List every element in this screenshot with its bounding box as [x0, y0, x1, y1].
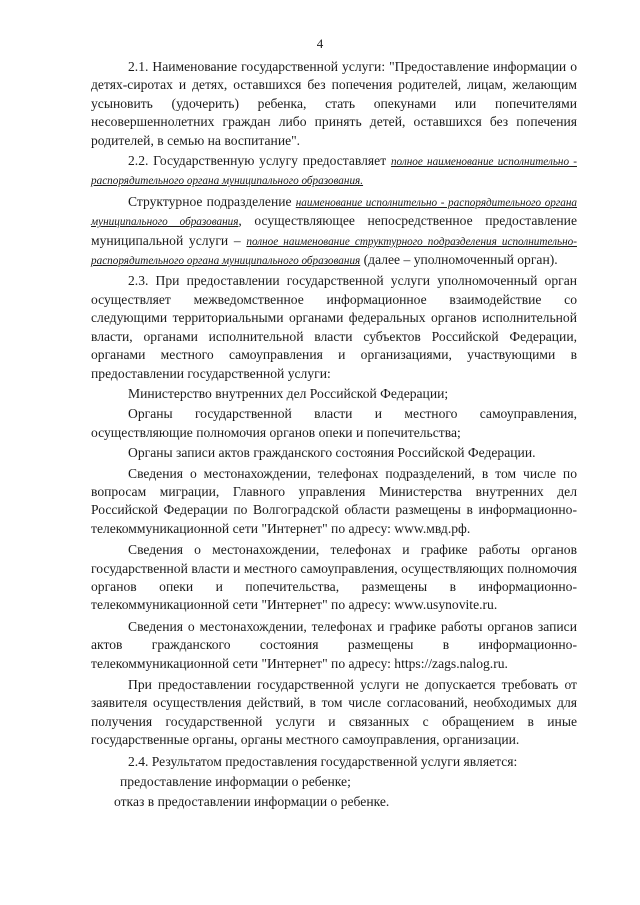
provider-text: 2.2. Государственную услугу предоставляет	[128, 153, 391, 169]
paragraph-prohibition: При предоставлении государственной услуги не допускается требовать от заявителя осуществления действий, в том числе согласований, необходимых для получения государственной услуги и связанных с обращением в иные государственные органы, органы местного самоуправления, организации.	[91, 677, 577, 748]
paragraph-result: 2.4. Результатом предоставления государственной услуги является:	[128, 753, 518, 769]
paragraph-structural-unit	[91, 193, 577, 271]
list-item-registry: Органы записи актов гражданского состояния Российской Федерации.	[128, 445, 536, 461]
paragraph-service-name: 2.1. Наименование государственной услуги: "Предоставление информации о детях-сиротах и детях, оставшихся без попечения родителей, лицам, желающим усыновить (удочерить) ребенка, стать опекунами или попечителями несовершеннолетних граждан либо принять детей, оставшихся без попечения родителей, в семью на воспитание".	[91, 59, 577, 148]
paragraph-usynovite-info: Сведения о местонахождении, телефонах и графике работы органов государственной власти и местного самоуправления, осуществляющих полномочия органов опеки и попечительства, размещены в информационно-телекоммуникационной сети "Интернет" по адресу: www.usynovite.ru.	[91, 542, 577, 613]
list-item-result-provide: предоставление информации о ребенке;	[120, 774, 351, 790]
document-body	[91, 58, 577, 814]
list-item-result-refuse: отказ в предоставлении информации о ребенке.	[114, 794, 390, 810]
provider-placeholder: полное наименование исполнительно - распорядительного органа муниципального образования.	[91, 156, 577, 188]
structural-unit-placeholder-2: полное наименование структурного подразделения исполнительно-распорядительного органа муниципального образования	[91, 235, 577, 268]
structural-unit-placeholder-1: наименование исполнительно - распорядительного органа муниципального образования	[91, 196, 577, 229]
list-item-guardianship: Органы государственной власти и местного самоуправления, осуществляющие полномочия органов опеки и попечительства;	[91, 406, 577, 440]
structural-unit-text-1: Структурное подразделение	[128, 193, 296, 209]
page-number: 4	[316, 36, 324, 51]
paragraph-mvd-info: Сведения о местонахождении, телефонах подразделений, в том числе по вопросам миграции, Главного управления Министерства внутренних дел Российской Федерации по Волгоградской области размещены в информационно-телекоммуникационной сети "Интернет" по адресу: www.мвд.рф.	[91, 465, 577, 536]
paragraph-interaction: 2.3. При предоставлении государственной услуги уполномоченный орган осуществляет межведомственное информационное взаимодействие со следующими территориальными органами федеральных органов исполнительной власти, органами исполнительной власти субъектов Российской Федерации, органами местного самоуправления и организациями, участвующими в предоставлении государственной услуги:	[91, 273, 577, 381]
list-item-ministry: Министерство внутренних дел Российской Федерации;	[128, 385, 449, 401]
structural-unit-text-3: (далее – уполномоченный орган).	[360, 252, 558, 268]
paragraph-service-provider	[91, 152, 577, 191]
paragraph-zags-info: Сведения о местонахождении, телефонах и графике работы органов записи актов гражданского состояния размещены в информационно-телекоммуникационной сети "Интернет" по адресу: https://zags.nalog.ru.	[91, 618, 577, 671]
structural-unit-text-2: , осуществляющее непосредственное предоставление муниципальной услуги –	[91, 213, 577, 248]
